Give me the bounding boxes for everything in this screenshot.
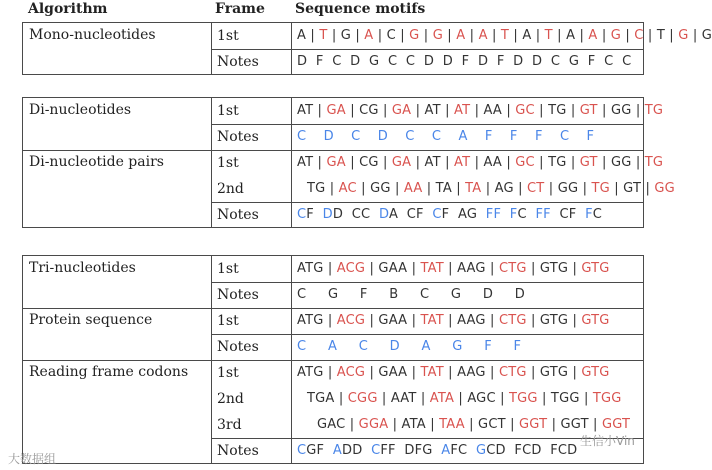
row-divider bbox=[23, 150, 643, 151]
motif-segment: CTG bbox=[498, 261, 527, 276]
row-sequence-motif bbox=[297, 442, 577, 460]
row-sequence-motif bbox=[297, 286, 525, 304]
motif-segment: GTG bbox=[581, 313, 610, 328]
motif-segment: G bbox=[678, 28, 689, 43]
row-sequence-motif bbox=[297, 102, 663, 120]
motif-segment: C D C D C C A F F F C F bbox=[297, 129, 595, 144]
motif-segment: GTG bbox=[581, 365, 610, 380]
motif-segment: A bbox=[388, 207, 407, 222]
motif-segment: AA bbox=[403, 181, 423, 196]
motif-segment: G bbox=[409, 28, 420, 43]
motif-segment: GC bbox=[515, 155, 535, 170]
row-divider bbox=[211, 334, 643, 335]
motif-segment: T bbox=[319, 28, 328, 43]
motif-segment: GT bbox=[579, 155, 598, 170]
watermark-right: 生信小Vin bbox=[580, 434, 635, 448]
row-sequence-motif bbox=[297, 53, 631, 71]
motif-segment: | bbox=[487, 28, 501, 43]
row-frame-label: Notes bbox=[217, 129, 259, 145]
motif-segment: A bbox=[332, 443, 342, 458]
column-divider bbox=[291, 98, 292, 227]
motif-segment: C | bbox=[386, 28, 410, 43]
motif-segment: | GTG | bbox=[526, 313, 582, 328]
motif-segment: | bbox=[621, 28, 635, 43]
row-sequence-motif bbox=[297, 206, 602, 224]
row-sequence-motif bbox=[297, 364, 610, 382]
row-algorithm-label: Reading frame codons bbox=[29, 364, 189, 380]
row-sequence-motif bbox=[297, 260, 610, 278]
motif-segment: TGG bbox=[592, 391, 622, 406]
motif-segment: | AT | bbox=[411, 155, 454, 170]
motif-segment: | ATA | bbox=[388, 417, 440, 432]
motif-segment: | AA | bbox=[470, 155, 516, 170]
motif-segment: | AAG | bbox=[443, 261, 499, 276]
row-sequence-motif bbox=[297, 154, 663, 172]
motif-segment: | AG | bbox=[481, 181, 528, 196]
motif-segment: CF bbox=[406, 207, 433, 222]
motif-segment: AT | bbox=[297, 103, 327, 118]
motif-segment: | GG | bbox=[356, 181, 404, 196]
row-algorithm-label: Mono-nucleotides bbox=[29, 27, 156, 43]
table-group bbox=[22, 97, 675, 228]
table-group bbox=[22, 22, 712, 75]
motif-segment: | bbox=[327, 28, 341, 43]
motif-segment: | GG | bbox=[544, 181, 592, 196]
motif-segment: TG | bbox=[307, 181, 339, 196]
motif-segment: CTG bbox=[498, 313, 527, 328]
row-algorithm-label: Di-nucleotide pairs bbox=[29, 154, 164, 170]
motif-segment: TGA | bbox=[307, 391, 348, 406]
motif-segment: DFG bbox=[404, 443, 442, 458]
row-sequence-motif bbox=[307, 390, 622, 408]
row-frame-label: 1st bbox=[217, 103, 239, 119]
motif-segment: CD bbox=[486, 443, 515, 458]
motif-segment: GGT bbox=[601, 417, 631, 432]
motif-segment: C A C D A G F F bbox=[297, 339, 522, 354]
motif-segment: GA bbox=[391, 103, 412, 118]
row-frame-label: Notes bbox=[217, 54, 259, 70]
motif-segment: ACG bbox=[336, 365, 366, 380]
motif-segment: | AGC | bbox=[454, 391, 509, 406]
row-divider bbox=[211, 438, 643, 439]
row-frame-label: 1st bbox=[217, 261, 239, 277]
row-sequence-motif bbox=[297, 338, 521, 356]
motif-segment: AT bbox=[454, 103, 471, 118]
motif-segment: ATG | bbox=[297, 365, 337, 380]
motif-segment: G bbox=[610, 28, 622, 43]
motif-segment: | CG | bbox=[345, 103, 392, 118]
motif-segment: GG bbox=[654, 181, 675, 196]
motif-segment: GT bbox=[579, 103, 598, 118]
column-divider bbox=[211, 98, 212, 227]
motif-segment: C bbox=[634, 28, 644, 43]
row-algorithm-label: Di-nucleotides bbox=[29, 102, 132, 118]
motif-segment: T bbox=[500, 28, 510, 43]
motif-segment: | GT | bbox=[609, 181, 655, 196]
row-divider bbox=[211, 124, 643, 125]
motif-segment: | CG | bbox=[345, 155, 392, 170]
motif-segment: | bbox=[688, 28, 702, 43]
motif-segment: T bbox=[544, 28, 553, 43]
motif-segment: | AA | bbox=[470, 103, 516, 118]
row-frame-label: Notes bbox=[217, 339, 259, 355]
table-group bbox=[22, 255, 644, 464]
motif-segment: A | bbox=[297, 28, 320, 43]
motif-segment: TG bbox=[644, 103, 664, 118]
row-frame-label: 1st bbox=[217, 155, 239, 171]
row-divider bbox=[211, 202, 643, 203]
motif-segment: C bbox=[297, 207, 307, 222]
motif-segment: D bbox=[322, 207, 333, 222]
row-frame-label: 2nd bbox=[217, 391, 244, 407]
motif-segment: | TG | bbox=[534, 155, 580, 170]
motif-segment: | TG | bbox=[534, 103, 580, 118]
motif-segment: A | bbox=[522, 28, 545, 43]
motif-segment: | bbox=[509, 28, 523, 43]
row-divider bbox=[23, 308, 643, 309]
motif-segment: C bbox=[297, 443, 307, 458]
motif-segment: | GG | bbox=[597, 155, 645, 170]
motif-segment: G | bbox=[340, 28, 365, 43]
motif-segment: D bbox=[332, 207, 352, 222]
motif-segment: GC bbox=[515, 103, 535, 118]
row-frame-label: Notes bbox=[217, 443, 259, 459]
motif-segment: | bbox=[552, 28, 567, 43]
motif-segment: T | bbox=[656, 28, 679, 43]
motif-segment: A bbox=[364, 28, 374, 43]
motif-segment: AG bbox=[457, 207, 486, 222]
row-frame-label: 1st bbox=[217, 28, 239, 44]
motif-segment: TAA bbox=[439, 417, 465, 432]
row-divider bbox=[211, 49, 643, 50]
motif-segment: F bbox=[585, 207, 593, 222]
motif-segment: G bbox=[475, 443, 487, 458]
motif-segment: GA bbox=[391, 155, 412, 170]
motif-segment: ATG | bbox=[297, 313, 337, 328]
motif-segment: TG bbox=[644, 155, 664, 170]
motif-segment: ATG | bbox=[297, 261, 337, 276]
row-frame-label: 2nd bbox=[217, 181, 244, 197]
motif-segment: FF bbox=[380, 443, 405, 458]
motif-segment: AC bbox=[338, 181, 357, 196]
motif-segment: GTG bbox=[581, 261, 610, 276]
motif-segment: | GTG | bbox=[526, 261, 582, 276]
motif-segment: AT | bbox=[297, 155, 327, 170]
motif-segment: DD bbox=[342, 443, 372, 458]
motif-segment: | GG | bbox=[597, 103, 645, 118]
motif-segment: | TGG | bbox=[537, 391, 593, 406]
motif-segment: F bbox=[306, 207, 323, 222]
motif-segment: AT bbox=[454, 155, 471, 170]
row-frame-label: Notes bbox=[217, 287, 259, 303]
motif-segment: FF bbox=[535, 207, 560, 222]
motif-segment: | AAG | bbox=[443, 313, 499, 328]
motif-segment: TG bbox=[591, 181, 610, 196]
motif-segment: | AT | bbox=[411, 103, 454, 118]
motif-segment: | GAA | bbox=[365, 365, 421, 380]
row-algorithm-label: Protein sequence bbox=[29, 312, 153, 328]
row-divider bbox=[211, 282, 643, 283]
motif-segment: D bbox=[378, 207, 389, 222]
header-sequence-motifs: Sequence motifs bbox=[295, 1, 426, 17]
motif-segment: CTG bbox=[498, 365, 527, 380]
motif-segment: GA bbox=[326, 155, 346, 170]
motif-segment: ATA bbox=[429, 391, 455, 406]
motif-segment: FCD FCD bbox=[514, 443, 578, 458]
row-sequence-motif bbox=[297, 128, 594, 146]
motif-segment: C bbox=[592, 207, 603, 222]
motif-segment: | bbox=[643, 28, 657, 43]
motif-segment: GF bbox=[306, 443, 333, 458]
motif-segment: | GGT | bbox=[547, 417, 602, 432]
motif-segment: | bbox=[419, 28, 433, 43]
motif-segment: TAT bbox=[420, 261, 444, 276]
motif-segment: TAT bbox=[420, 313, 444, 328]
row-sequence-motif bbox=[297, 312, 610, 330]
motif-segment: C G F B C G D D bbox=[297, 287, 525, 302]
motif-segment: CF bbox=[559, 207, 586, 222]
motif-segment: FF bbox=[485, 207, 510, 222]
row-frame-label: 1st bbox=[217, 365, 239, 381]
motif-segment: FC bbox=[450, 443, 476, 458]
motif-segment: A bbox=[456, 28, 466, 43]
motif-segment: | GTG | bbox=[526, 365, 582, 380]
motif-segment: GA bbox=[326, 103, 346, 118]
motif-segment: C bbox=[371, 443, 381, 458]
motif-segment: C bbox=[517, 207, 536, 222]
row-frame-label: Notes bbox=[217, 207, 259, 223]
motif-segment: CC bbox=[351, 207, 379, 222]
motif-segment: | AAG | bbox=[443, 365, 499, 380]
motif-segment: TGG bbox=[508, 391, 538, 406]
motif-segment: | TA | bbox=[422, 181, 466, 196]
motif-segment: | GAA | bbox=[365, 313, 421, 328]
motif-segment: GGT bbox=[519, 417, 548, 432]
motif-segment: | bbox=[442, 28, 457, 43]
motif-segment: | bbox=[373, 28, 387, 43]
motif-segment: | GCT | bbox=[464, 417, 519, 432]
motif-segment: C bbox=[432, 207, 442, 222]
row-frame-label: 3rd bbox=[217, 417, 242, 433]
row-divider bbox=[23, 360, 643, 361]
motif-segment: TA bbox=[465, 181, 482, 196]
row-frame-label: 1st bbox=[217, 313, 239, 329]
motif-segment: CGG bbox=[347, 391, 378, 406]
header-frame: Frame bbox=[215, 1, 265, 17]
motif-segment: | AAT | bbox=[377, 391, 430, 406]
row-sequence-motif bbox=[307, 180, 675, 198]
motif-segment: A | bbox=[566, 28, 589, 43]
motif-segment: ACG bbox=[336, 261, 366, 276]
motif-segment: A bbox=[588, 28, 598, 43]
motif-segment: CT bbox=[527, 181, 545, 196]
motif-segment: ACG bbox=[336, 313, 366, 328]
motif-segment: TAT bbox=[420, 365, 444, 380]
motif-segment: F bbox=[441, 207, 458, 222]
motif-segment: F bbox=[509, 207, 518, 222]
motif-segment: | GAA | bbox=[365, 261, 421, 276]
motif-segment: GAC | bbox=[317, 417, 359, 432]
motif-segment: D F C D G C C D D F D F D D C G F C C bbox=[297, 54, 632, 69]
motif-segment: A bbox=[478, 28, 488, 43]
motif-segment: GGA bbox=[358, 417, 389, 432]
motif-segment: A bbox=[441, 443, 451, 458]
motif-segment: G bbox=[701, 28, 712, 43]
watermark-left: 大数据组 bbox=[8, 452, 57, 466]
motif-segment: | bbox=[597, 28, 611, 43]
motif-segment: G bbox=[432, 28, 443, 43]
header-algorithm: Algorithm bbox=[28, 1, 108, 17]
motif-segment: | bbox=[465, 28, 479, 43]
row-sequence-motif bbox=[297, 27, 712, 45]
row-algorithm-label: Tri-nucleotides bbox=[29, 260, 136, 276]
